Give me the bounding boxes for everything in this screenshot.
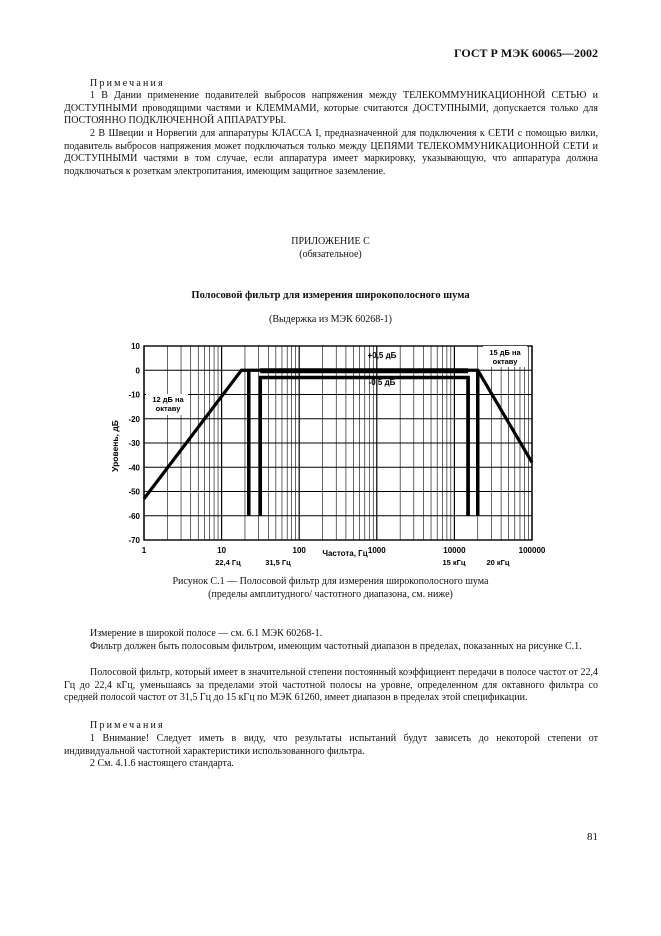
marker-label-15khz: 15 кГц bbox=[442, 558, 466, 567]
body-paragraph-1: Измерение в широкой полосе — см. 6.1 МЭК 60268-1. bbox=[90, 628, 323, 639]
x-tick-label: 100 bbox=[292, 546, 306, 555]
figure-caption: Рисунок С.1 — Полосовой фильтр для измерения широкополосного шума bbox=[172, 576, 489, 587]
appendix-extract-note: (Выдержка из МЭК 60268-1) bbox=[269, 314, 392, 325]
figure-caption-detail: (пределы амплитудного/ частотного диапазона, см. ниже) bbox=[208, 589, 453, 600]
marker-label-22-4hz: 22,4 Гц bbox=[215, 558, 241, 567]
annotation-right-slope-2: октаву bbox=[492, 357, 518, 366]
bandpass-filter-chart bbox=[100, 336, 550, 572]
marker-label-20khz: 20 кГц bbox=[486, 558, 510, 567]
body-paragraph-3: Полосовой фильтр, который имеет в значительной степени постоянный коэффициент передачи в полосе частот от 22,4 Гц до 22,4 кГц, уменьшаясь за пределами этой частотной полосы на уровне, определенном для октавного фильтра со средней полосой частот от 31,5 Гц до 15 кГц по МЭК 61260, имеет диапазон в пределах этой спецификации. bbox=[64, 667, 598, 704]
marker-label-31-5hz: 31,5 Гц bbox=[265, 558, 291, 567]
x-tick-label: 1 bbox=[141, 546, 147, 555]
note-attention: 1 Внимание! Следует иметь в виду, что результаты испытаний будут зависеть до некоторой степени от индивидуальной частотной характеристики использованного фильтра. bbox=[64, 733, 598, 757]
document-header: ГОСТ Р МЭК 60065—2002 bbox=[454, 46, 598, 60]
annotation-left-slope-2: октаву bbox=[155, 404, 181, 413]
chart-grid bbox=[144, 346, 532, 540]
y-tick-label: 0 bbox=[135, 366, 140, 376]
chart-ylabel: Уровень, дБ bbox=[110, 420, 120, 472]
appendix-heading: Полосовой фильтр для измерения широкополосного шума bbox=[191, 290, 470, 301]
annotation-minus: -0,5 дБ bbox=[368, 378, 396, 387]
y-tick-label: -40 bbox=[128, 463, 140, 473]
note-sweden-norway: 2 В Швеции и Норвегии для аппаратуры КЛАССА I, предназначенной для подключения к СЕТИ с помощью вилки, подавитель выбросов напряжения может подключаться только между ЦЕПЯМИ ТЕЛЕКОММУНИКАЦИОННОЙ СЕТИ и ДОСТУПНЫМИ частями в том случае, если аппаратура имеет маркировку, указывающую, что аппаратура должна подключаться к розеткам электропитания, имеющим защитное заземление. bbox=[64, 128, 598, 177]
chart-xlabel: Частота, Гц bbox=[322, 549, 368, 558]
annotation-right-slope-1: 15 дБ на bbox=[489, 348, 521, 357]
page-number: 81 bbox=[587, 831, 598, 843]
notes-heading-bottom: Примечания bbox=[90, 720, 165, 731]
y-tick-label: -70 bbox=[128, 536, 140, 545]
notes-heading: Примечания bbox=[90, 78, 165, 89]
x-tick-label: 1000 bbox=[367, 546, 386, 555]
y-tick-label: -20 bbox=[128, 414, 140, 424]
chart-labels bbox=[128, 342, 545, 555]
y-tick-label: -10 bbox=[128, 390, 140, 400]
x-tick-label: 100000 bbox=[518, 546, 546, 555]
response-curve bbox=[144, 370, 532, 499]
x-tick-label: 10 bbox=[217, 546, 227, 555]
appendix-subtitle: (обязательное) bbox=[299, 249, 362, 260]
y-tick-label: 10 bbox=[131, 342, 140, 351]
annotation-left-slope-1: 12 дБ на bbox=[152, 395, 184, 404]
note-denmark: 1 В Дании применение подавителей выбросов напряжения между ТЕЛЕКОММУНИКАЦИОННОЙ СЕТЬЮ и ДОСТУПНЫМИ проводящими частями и КЛЕММАМИ, которые считаются ДОСТУПНЫМИ, допускается только для ПОСТОЯННО ПОДКЛЮЧЕННОЙ АППАРАТУРЫ. bbox=[64, 90, 598, 127]
x-tick-label: 10000 bbox=[443, 546, 466, 555]
body-paragraph-2: Фильтр должен быть полосовым фильтром, имеющим частотный диапазон в пределах, показанных на рисунке С.1. bbox=[90, 641, 582, 652]
y-tick-label: -60 bbox=[128, 511, 140, 521]
y-tick-label: -30 bbox=[128, 439, 140, 448]
y-tick-label: -50 bbox=[128, 487, 140, 497]
annotation-plus: +0,5 дБ bbox=[367, 351, 397, 360]
appendix-title: ПРИЛОЖЕНИЕ С bbox=[291, 236, 370, 247]
chart-marks bbox=[144, 368, 532, 516]
note-reference: 2 См. 4.1.6 настоящего стандарта. bbox=[90, 758, 234, 769]
